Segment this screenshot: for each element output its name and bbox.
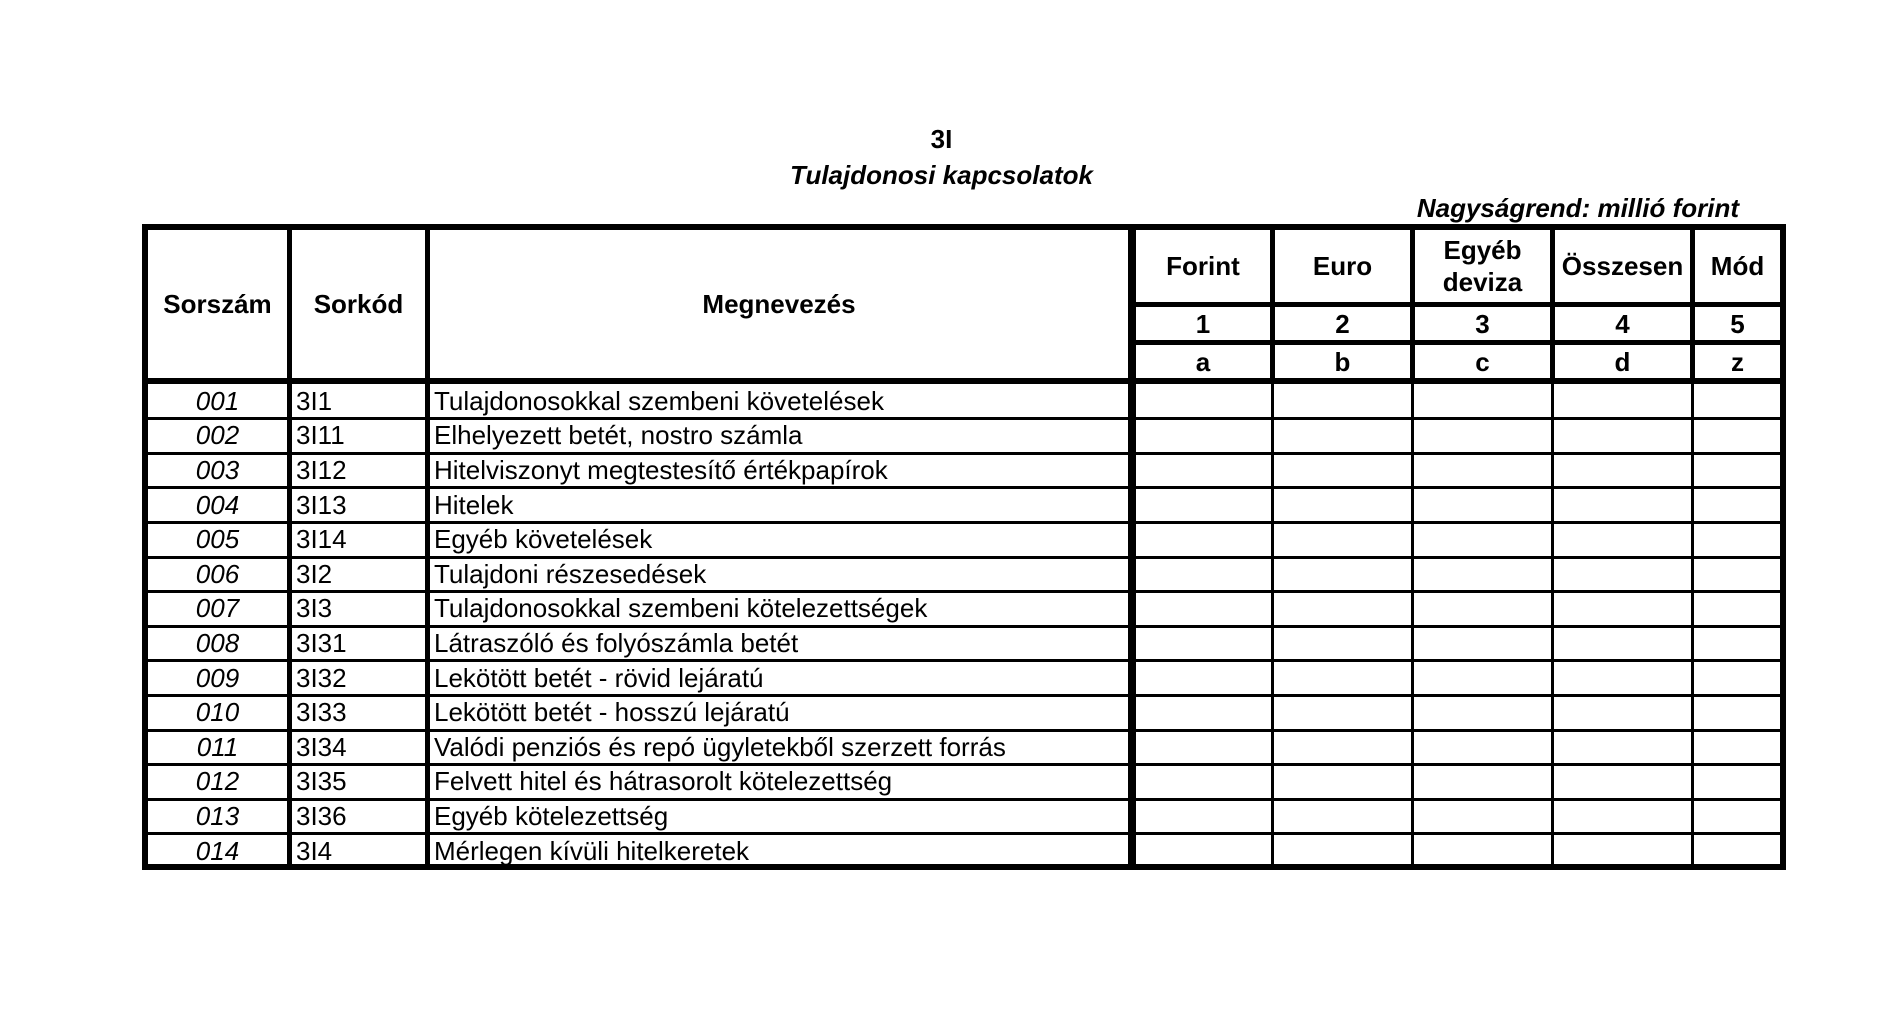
row-sorszam: 002 bbox=[195, 420, 240, 451]
row-megnevezes: Tulajdoni részesedések bbox=[434, 558, 707, 589]
row-megnevezes: Látraszóló és folyószámla betét bbox=[434, 627, 799, 658]
row-sorszam: 007 bbox=[195, 593, 240, 624]
row-sorszam: 010 bbox=[195, 697, 240, 728]
header-column-label: Mód bbox=[1710, 251, 1765, 281]
value-cell[interactable] bbox=[1275, 522, 1410, 557]
row-sorkod: 3I12 bbox=[296, 454, 347, 485]
value-cell[interactable] bbox=[1695, 522, 1780, 557]
column-divider bbox=[1271, 378, 1274, 864]
value-cell[interactable] bbox=[1275, 592, 1410, 627]
value-cell[interactable] bbox=[1695, 419, 1780, 454]
column-divider bbox=[1270, 230, 1275, 378]
header-column-letter: a bbox=[1195, 346, 1211, 377]
value-cell[interactable] bbox=[1275, 834, 1410, 869]
row-sorszam: 003 bbox=[195, 454, 240, 485]
value-cell[interactable] bbox=[1555, 695, 1690, 730]
value-cell[interactable] bbox=[1415, 557, 1550, 592]
value-cell[interactable] bbox=[1555, 626, 1690, 661]
value-cell[interactable] bbox=[1695, 730, 1780, 765]
value-cell[interactable] bbox=[1555, 799, 1690, 834]
row-sorkod: 3I2 bbox=[296, 558, 333, 589]
value-cell[interactable] bbox=[1136, 419, 1270, 454]
row-sorszam: 001 bbox=[195, 385, 240, 416]
value-cell[interactable] bbox=[1275, 799, 1410, 834]
row-megnevezes: Valódi penziós és repó ügyletekből szerzett forrás bbox=[434, 731, 1006, 762]
header-column-letter: c bbox=[1475, 346, 1490, 377]
row-megnevezes: Hitelek bbox=[434, 489, 514, 520]
header-column-number: 1 bbox=[1195, 308, 1211, 339]
value-cell[interactable] bbox=[1275, 488, 1410, 523]
row-sorkod: 3I31 bbox=[296, 627, 347, 658]
value-cell[interactable] bbox=[1695, 799, 1780, 834]
row-megnevezes: Hitelviszonyt megtestesítő értékpapírok bbox=[434, 454, 888, 485]
value-cell[interactable] bbox=[1695, 695, 1780, 730]
value-cell[interactable] bbox=[1555, 384, 1690, 419]
value-cell[interactable] bbox=[1695, 765, 1780, 800]
header-column-letter: z bbox=[1731, 346, 1744, 377]
value-cell[interactable] bbox=[1555, 488, 1690, 523]
row-megnevezes: Lekötött betét - hosszú lejáratú bbox=[434, 697, 790, 728]
header-column-number: 2 bbox=[1335, 308, 1350, 339]
column-divider bbox=[425, 230, 430, 864]
value-cell[interactable] bbox=[1555, 661, 1690, 696]
value-cell[interactable] bbox=[1275, 557, 1410, 592]
row-sorkod: 3I11 bbox=[296, 420, 345, 451]
value-cell[interactable] bbox=[1136, 453, 1270, 488]
value-cell[interactable] bbox=[1695, 557, 1780, 592]
header-column-number: 5 bbox=[1730, 308, 1745, 339]
row-megnevezes: Mérlegen kívüli hitelkeretek bbox=[434, 835, 750, 866]
unit-label: Nagyságrend: millió forint bbox=[1416, 193, 1739, 223]
row-sorkod: 3I14 bbox=[296, 524, 347, 555]
row-megnevezes: Tulajdonosokkal szembeni kötelezettségek bbox=[434, 593, 928, 624]
row-megnevezes: Tulajdonosokkal szembeni követelések bbox=[434, 385, 884, 416]
row-sorszam: 005 bbox=[195, 524, 240, 555]
value-cell[interactable] bbox=[1555, 419, 1690, 454]
row-sorkod: 3I34 bbox=[296, 731, 347, 762]
row-megnevezes: Elhelyezett betét, nostro számla bbox=[434, 420, 803, 451]
row-divider bbox=[1128, 302, 1780, 307]
value-cell[interactable] bbox=[1695, 384, 1780, 419]
value-cell[interactable] bbox=[1695, 592, 1780, 627]
header-column-label: Euro bbox=[1312, 251, 1373, 281]
value-cell[interactable] bbox=[1275, 453, 1410, 488]
value-cell[interactable] bbox=[1136, 765, 1270, 800]
row-sorszam: 009 bbox=[195, 662, 240, 693]
row-megnevezes: Felvett hitel és hátrasorolt kötelezettség bbox=[434, 766, 893, 797]
value-cell[interactable] bbox=[1136, 384, 1270, 419]
value-cell[interactable] bbox=[1136, 834, 1270, 869]
value-cell[interactable] bbox=[1415, 765, 1550, 800]
document-title: 3I bbox=[930, 124, 953, 154]
value-cell[interactable] bbox=[1136, 592, 1270, 627]
value-cell[interactable] bbox=[1415, 834, 1550, 869]
row-sorszam: 012 bbox=[195, 766, 240, 797]
row-sorkod: 3I1 bbox=[296, 385, 333, 416]
value-cell[interactable] bbox=[1555, 730, 1690, 765]
header-column-label: Egyéb deviza bbox=[1442, 235, 1523, 297]
header-megnevezes: Megnevezés bbox=[702, 289, 856, 319]
column-divider bbox=[1410, 230, 1415, 378]
value-cell[interactable] bbox=[1555, 834, 1690, 869]
value-cell[interactable] bbox=[1275, 765, 1410, 800]
column-divider bbox=[1550, 230, 1555, 378]
header-sorkod: Sorkód bbox=[313, 289, 404, 319]
header-column-label: Forint bbox=[1166, 251, 1240, 281]
value-cell[interactable] bbox=[1136, 488, 1270, 523]
row-sorkod: 3I3 bbox=[296, 593, 333, 624]
value-cell[interactable] bbox=[1275, 661, 1410, 696]
value-cell[interactable] bbox=[1136, 661, 1270, 696]
row-sorszam: 004 bbox=[195, 489, 240, 520]
value-cell[interactable] bbox=[1136, 799, 1270, 834]
value-cell[interactable] bbox=[1136, 626, 1270, 661]
row-megnevezes: Egyéb követelések bbox=[434, 524, 653, 555]
row-sorszam: 006 bbox=[195, 558, 240, 589]
value-cell[interactable] bbox=[1555, 557, 1690, 592]
row-sorszam: 014 bbox=[195, 835, 240, 866]
value-cell[interactable] bbox=[1555, 522, 1690, 557]
header-sorszam: Sorszám bbox=[163, 289, 272, 319]
value-cell[interactable] bbox=[1415, 592, 1550, 627]
value-cell[interactable] bbox=[1415, 799, 1550, 834]
column-divider bbox=[1690, 230, 1695, 378]
column-divider bbox=[1691, 378, 1694, 864]
value-cell[interactable] bbox=[1415, 626, 1550, 661]
value-cell[interactable] bbox=[1415, 419, 1550, 454]
row-sorkod: 3I32 bbox=[296, 662, 347, 693]
value-cell[interactable] bbox=[1415, 384, 1550, 419]
value-cell[interactable] bbox=[1695, 488, 1780, 523]
value-cell[interactable] bbox=[1415, 522, 1550, 557]
value-cell[interactable] bbox=[1555, 765, 1690, 800]
value-cell[interactable] bbox=[1695, 453, 1780, 488]
value-cell[interactable] bbox=[1136, 522, 1270, 557]
value-cell[interactable] bbox=[1555, 592, 1690, 627]
value-cell[interactable] bbox=[1275, 384, 1410, 419]
row-sorszam: 013 bbox=[195, 800, 240, 831]
row-divider bbox=[1128, 340, 1780, 345]
header-column-letter: d bbox=[1614, 346, 1631, 377]
header-column-label: Összesen bbox=[1561, 251, 1684, 281]
report-table bbox=[142, 224, 1786, 870]
row-megnevezes: Egyéb kötelezettség bbox=[434, 800, 669, 831]
value-cell[interactable] bbox=[1555, 453, 1690, 488]
value-cell[interactable] bbox=[1415, 730, 1550, 765]
value-cell[interactable] bbox=[1275, 730, 1410, 765]
column-divider bbox=[1411, 378, 1414, 864]
value-cell[interactable] bbox=[1136, 730, 1270, 765]
row-sorkod: 3I4 bbox=[296, 835, 333, 866]
value-cell[interactable] bbox=[1695, 834, 1780, 869]
row-sorkod: 3I33 bbox=[296, 697, 347, 728]
header-column-number: 4 bbox=[1615, 308, 1630, 339]
value-cell[interactable] bbox=[1415, 695, 1550, 730]
column-divider bbox=[287, 230, 292, 864]
value-cell[interactable] bbox=[1275, 626, 1410, 661]
column-divider bbox=[1551, 378, 1554, 864]
value-cell[interactable] bbox=[1415, 661, 1550, 696]
document-subtitle: Tulajdonosi kapcsolatok bbox=[790, 160, 1093, 190]
row-sorkod: 3I13 bbox=[296, 489, 347, 520]
row-sorszam: 011 bbox=[196, 731, 239, 762]
row-megnevezes: Lekötött betét - rövid lejáratú bbox=[434, 662, 764, 693]
value-cell[interactable] bbox=[1415, 488, 1550, 523]
value-cell[interactable] bbox=[1136, 557, 1270, 592]
value-cell[interactable] bbox=[1275, 695, 1410, 730]
column-divider bbox=[1128, 230, 1136, 864]
row-sorkod: 3I35 bbox=[296, 766, 347, 797]
row-sorkod: 3I36 bbox=[296, 800, 347, 831]
row-sorszam: 008 bbox=[195, 627, 240, 658]
value-cell[interactable] bbox=[1275, 419, 1410, 454]
header-column-number: 3 bbox=[1475, 308, 1490, 339]
value-cell[interactable] bbox=[1415, 453, 1550, 488]
value-cell[interactable] bbox=[1695, 661, 1780, 696]
value-cell[interactable] bbox=[1136, 695, 1270, 730]
header-column-letter: b bbox=[1334, 346, 1351, 377]
value-cell[interactable] bbox=[1695, 626, 1780, 661]
